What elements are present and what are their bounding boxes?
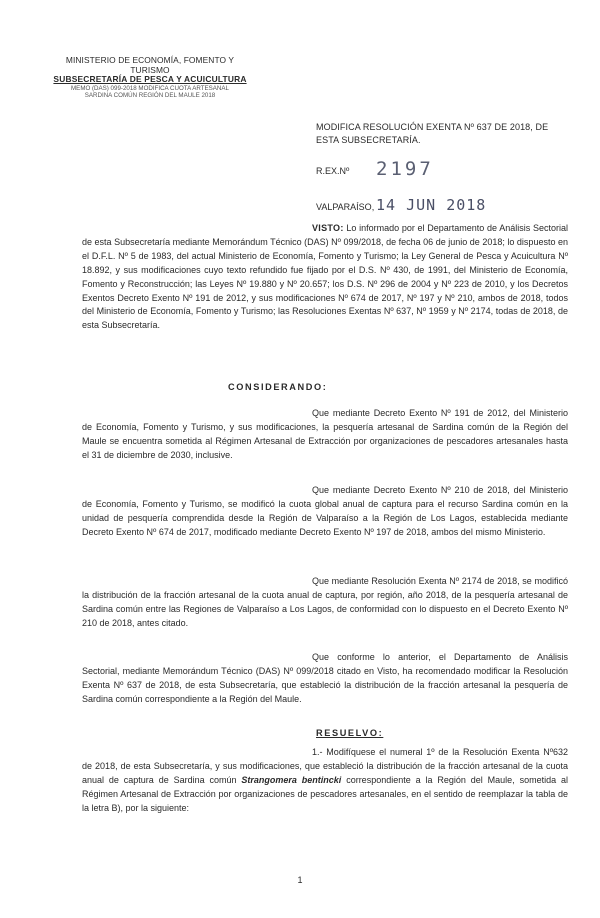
visto-keyword: VISTO: xyxy=(312,223,344,233)
visto-paragraph xyxy=(82,222,568,333)
resuelvo-heading: RESUELVO: xyxy=(316,728,384,738)
memo-reference: MEMO (DAS) 099-2018 MODIFICA CUOTA ARTESANAL xyxy=(71,84,229,92)
species-name: Strangomera bentincki xyxy=(241,774,342,785)
ministry-name: MINISTERIO DE ECONOMÍA, FOMENTO Y TURISMO xyxy=(65,55,235,75)
resuelvo-paragraph-1: 1.- Modifíquese el numeral 1º de la Resolución Exenta Nº632 de 2018, de esta Subsecretaría, y sus modificaciones, que estableció la distribución de la fracción artesanal de la cuota anual de captura de Sardina común Strangomera bentincki correspondiente a la Región del Maule, sometida al Régimen Artesanal de Extracción por organizaciones de pescadores artesanales, en el sentido de reemplazar la tabla de la letra B), por la siguiente: xyxy=(82,747,568,813)
place-label: VALPARAÍSO, xyxy=(316,202,375,212)
date-stamp: 14 JUN 2018 xyxy=(376,196,487,214)
considerando-paragraph-1: Que mediante Decreto Exento Nº 191 de 2012, del Ministerio de Economía, Fomento y Turismo, y sus modificaciones, la pesquería artesanal de Sardina común de la Región del Maule se encuentra sometida al Régimen Artesanal de Extracción por organizaciones de pescadores artesanales hasta el 31 de diciembre de 2030, inclusive. xyxy=(82,408,568,460)
subsecretaria-name: SUBSECRETARÍA DE PESCA Y ACUICULTURA xyxy=(53,74,247,85)
rex-label: R.EX.Nº xyxy=(316,166,350,176)
considerando-heading: CONSIDERANDO: xyxy=(228,382,328,392)
resolution-subject: MODIFICA RESOLUCIÓN EXENTA Nº 637 DE 2018, DE ESTA SUBSECRETARÍA. xyxy=(316,122,549,146)
resolution-number-line xyxy=(316,158,434,180)
species-reference: SARDINA COMÚN REGIÓN DEL MAULE 2018 xyxy=(84,92,216,100)
considerando-paragraph-3: Que mediante Resolución Exenta Nº 2174 de 2018, se modificó la distribución de la fracción artesanal de la cuota anual de captura, por región, año 2018, de la pesquería artesanal de Sardina común entre las Regiones de Valparaíso a Los Lagos, de conformidad con lo dispuesto en el Decreto Exento Nº 210 de 2018, antes citado. xyxy=(82,576,568,628)
letterhead xyxy=(50,56,250,99)
considerando-paragraph-4: Que conforme lo anterior, el Departamento de Análisis Sectorial, mediante Memorándum Técnico (DAS) Nº 099/2018 citado en Visto, ha recomendado modificar la Resolución Exenta Nº 637 de 2018, de esta Subsecretaría, que estableció la distribución de la fracción artesanal la pesquería de Sardina común correspondiente a la Región del Maule. xyxy=(82,652,568,704)
visto-text: Lo informado por el Departamento de Análisis Sectorial de esta Subsecretaría mediante Memorándum Técnico (DAS) Nº 099/2018, de fecha 06 de junio de 2018; lo dispuesto en el D.F.L. Nº 5 de 1983, del actual Ministerio de Economía, Fomento y Turismo; la Ley General de Pesca y Acuicultura Nº 18.892, y sus modificaciones cuyo texto refundido fue fijado por el D.S. Nº 430, de 1991, del Ministerio de Economía, Fomento y Reconstrucción; las Leyes Nº 19.880 y Nº 20.657; los D.S. Nº 296 de 2004 y Nº 223 de 2010, y los Decretos Exentos Decreto Exento Nº 191 de 2012, y sus modificaciones Nº 674 de 2017, Nº 197 y Nº 210, ambos de 2018, todos del Ministerio de Economía, Fomento y Turismo; las Resoluciones Exentas Nº 637, Nº 1959 y Nº 2174, todas de 2018, de esta Subsecretaría. xyxy=(82,223,568,331)
considerando-paragraph-2: Que mediante Decreto Exento Nº 210 de 2018, del Ministerio de Economía, Fomento y Turismo, se modificó la cuota global anual de captura para el recurso Sardina común en la unidad de pesquería comprendida desde la Región de Valparaíso a la Región de Los Lagos, establecida mediante Decreto Exento Nº 674 de 2017, modificado mediante Decreto Exento Nº 197 de 2018, ambos del mismo Ministerio. xyxy=(82,485,568,537)
page-number: 1 xyxy=(297,875,303,885)
rex-number-stamp: 2197 xyxy=(376,158,434,180)
